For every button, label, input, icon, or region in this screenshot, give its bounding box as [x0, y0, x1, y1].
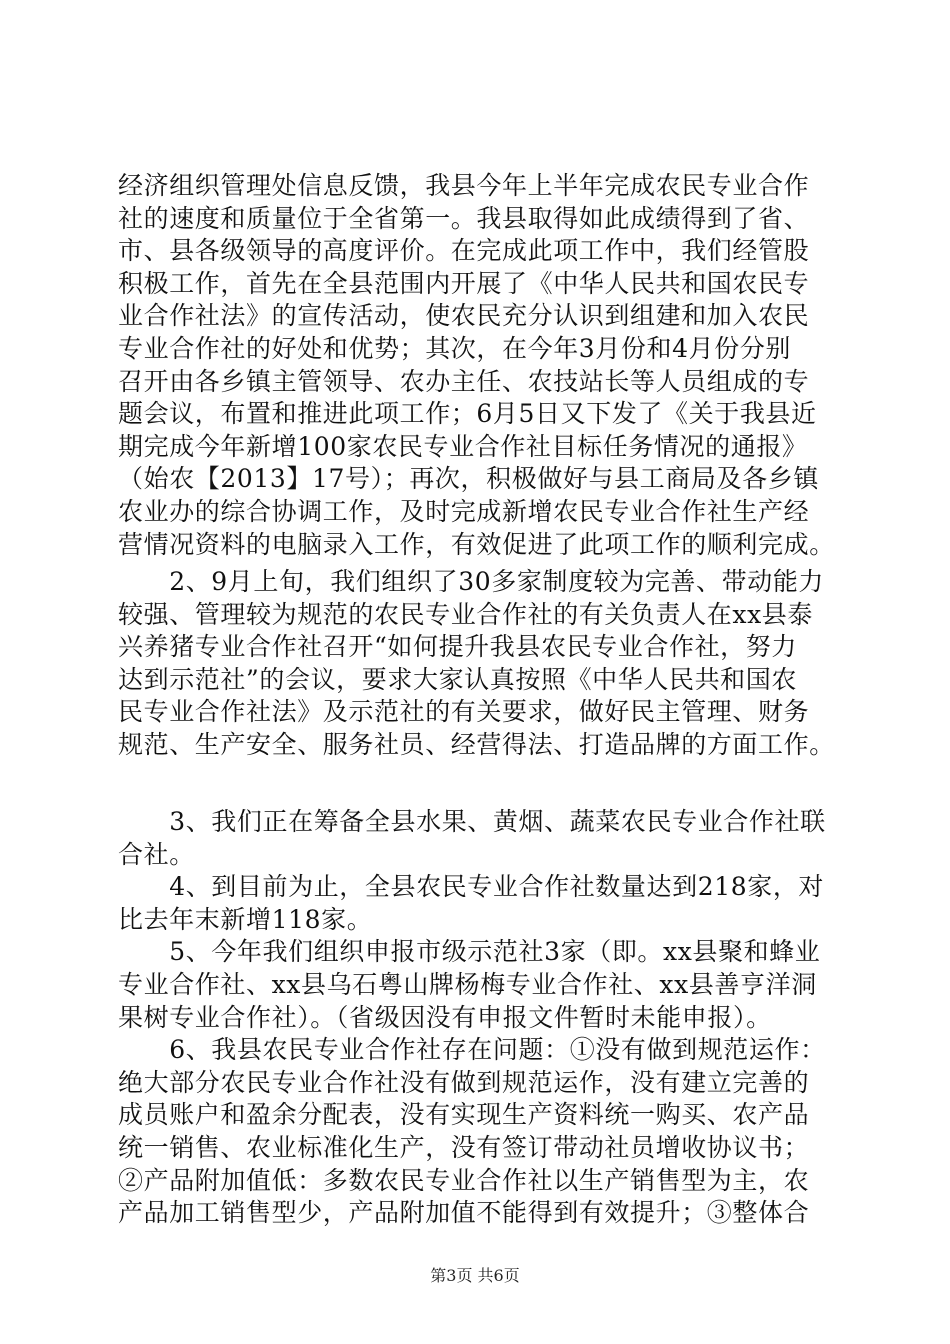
body-text-line: 题会议，布置和推进此项工作；6月5日又下发了《关于我县近 [118, 399, 817, 428]
body-text-line: 兴养猪专业合作社召开“如何提升我县农民专业合作社，努力 [118, 632, 797, 661]
body-text-line: 4、到目前为止，全县农民专业合作社数量达到218家，对 [118, 872, 825, 901]
body-text-line: 积极工作，首先在全县范围内开展了《中华人民共和国农民专 [118, 269, 810, 298]
body-text-line: 成员账户和盈余分配表，没有实现生产资料统一购买、农产品 [118, 1100, 810, 1129]
body-text-line: 经济组织管理处信息反馈，我县今年上半年完成农民专业合作 [118, 171, 810, 200]
body-text-line: 3、我们正在筹备全县水果、黄烟、蔬菜农民专业合作社联 [118, 807, 826, 836]
body-text-line: 农业办的综合协调工作，及时完成新增农民专业合作社生产经 [118, 497, 810, 526]
body-text-line: 比去年末新增118家。 [118, 905, 373, 934]
body-text-line: 专业合作社、xx县乌石粤山牌杨梅专业合作社、xx县善亨洋洞 [118, 970, 817, 999]
body-text-line: 民专业合作社法》及示范社的有关要求，做好民主管理、财务 [118, 697, 810, 726]
body-text-line: 达到示范社”的会议，要求大家认真按照《中华人民共和国农 [118, 665, 797, 694]
body-text-line: 规范、生产安全、服务社员、经营得法、打造品牌的方面工作。 [118, 730, 835, 759]
body-text-line: 召开由各乡镇主管领导、农办主任、农技站长等人员组成的专 [118, 367, 810, 396]
body-text-line: 营情况资料的电脑录入工作，有效促进了此项工作的顺利完成。 [118, 530, 835, 559]
body-text-line: 合社。 [118, 840, 195, 869]
page-number-footer: 第3页 共6页 [430, 1266, 520, 1285]
body-text-line: 统一销售、农业标准化生产，没有签订带动社员增收协议书； [118, 1133, 810, 1162]
body-text-line: 绝大部分农民专业合作社没有做到规范运作，没有建立完善的 [118, 1068, 810, 1097]
body-text-line: 市、县各级领导的高度评价。在完成此项工作中，我们经管股 [118, 236, 810, 265]
body-text-line: 较强、管理较为规范的农民专业合作社的有关负责人在xx县泰 [118, 600, 814, 629]
body-text-line: 社的速度和质量位于全省第一。我县取得如此成绩得到了省、 [118, 204, 810, 233]
body-text-line: ②产品附加值低：多数农民专业合作社以生产销售型为主，农 [118, 1166, 810, 1195]
body-text-line: 6、我县农民专业合作社存在问题：①没有做到规范运作： [118, 1035, 826, 1064]
body-text-line: 果树专业合作社）。（省级因没有申报文件暂时未能申报）。 [118, 1003, 772, 1032]
body-text-line: 专业合作社的好处和优势；其次，在今年3月份和4月份分别 [118, 334, 792, 363]
body-text-line: 2、9月上旬，我们组织了30多家制度较为完善、带动能力 [118, 567, 825, 596]
body-text-line: （始农【2013】17号）；再次，积极做好与县工商局及各乡镇 [118, 464, 819, 493]
body-text-line: 期完成今年新增100家农民专业合作社目标任务情况的通报》 [118, 432, 808, 461]
body-text-line: 产品加工销售型少，产品附加值不能得到有效提升；③整体合 [118, 1198, 810, 1227]
body-text-line: 业合作社法》的宣传活动，使农民充分认识到组建和加入农民 [118, 301, 810, 330]
body-text-line: 5、今年我们组织申报市级示范社3家（即。xx县聚和蜂业 [118, 937, 821, 966]
